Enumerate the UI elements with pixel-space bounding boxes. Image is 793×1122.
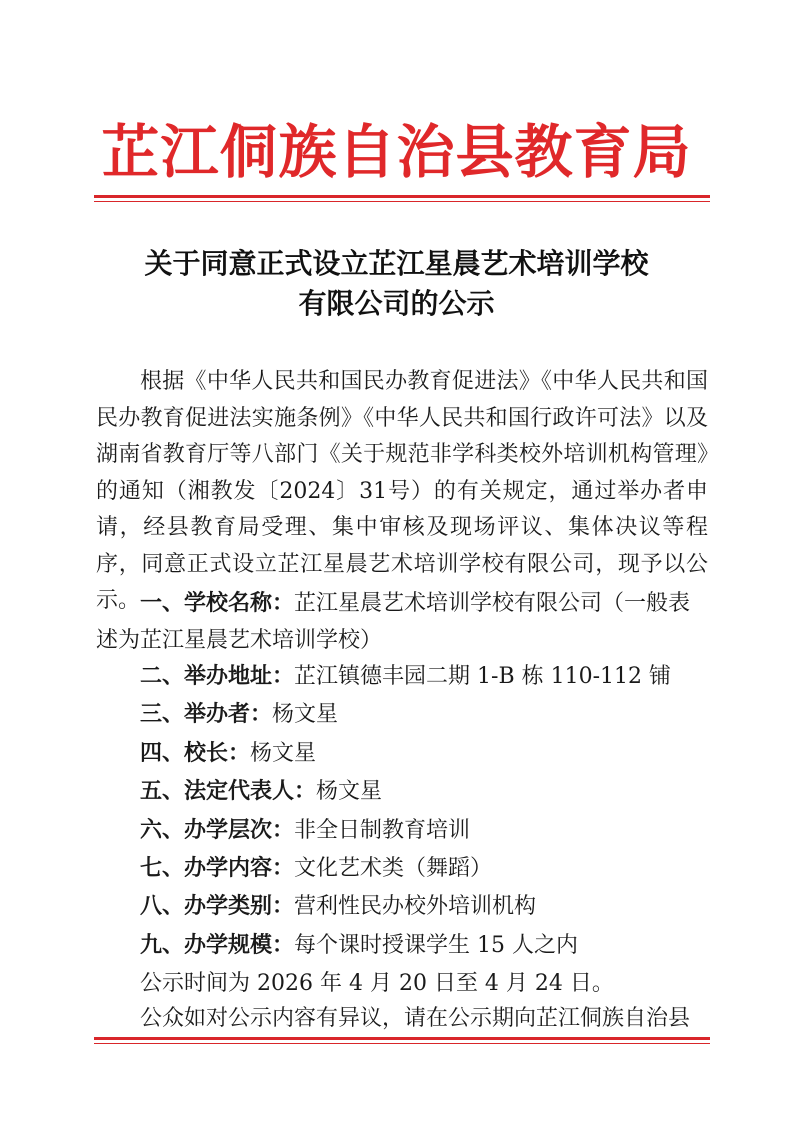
item-label: 七、办学内容： [140,856,295,881]
footer-red-rule-thin [94,1043,710,1044]
item-label: 四、校长： [140,741,251,766]
document-title-line2: 有限公司的公示 [298,287,495,320]
item-category [96,889,708,926]
item-label: 八、办学类别： [140,894,295,919]
item-principal [96,736,708,773]
footer-red-rule [94,1037,710,1040]
item-value: 芷江镇德丰园二期 1-B 栋 110-112 铺 [294,664,672,689]
item-label: 六、办学层次： [140,818,295,843]
item-label: 九、办学规模： [140,933,295,958]
item-value: 芷江星晨艺术培训学校有限公司（一般表述为芷江星晨艺术培训学校） [96,591,691,653]
intro-paragraph: 根据《中华人民共和国民办教育促进法》《中华人民共和国民办教育促进法实施条例》《中华人民共和国行政许可法》以及湖南省教育厅等八部门《关于规范非学科类校外培训机构管理》的通知（湘教发〔2024〕31号）的有关规定，通过举办者申请，经县教育局受理、集中审核及现场评议、集体决议等程序，同意正式设立芷江星晨艺术培训学校有限公司，现予以公示。 [96,369,708,613]
publicity-time: 公示时间为 2026 年 4 月 20 日至 4 月 24 日。 [140,971,614,996]
item-value: 杨文星 [272,702,339,727]
objection-notice: 公众如对公示内容有异议，请在公示期向芷江侗族自治县 [140,1006,691,1031]
masthead-red-rule [94,195,710,198]
item-level [96,813,708,850]
document-title-line1: 关于同意正式设立芷江星晨艺术培训学校 [144,247,649,280]
item-value: 每个课时授课学生 15 人之内 [294,933,578,958]
item-school-name [96,586,708,659]
item-scale [96,928,708,965]
item-content [96,851,708,888]
item-label: 五、法定代表人： [140,779,317,804]
item-value: 杨文星 [250,741,317,766]
item-label: 一、学校名称： [140,591,295,616]
masthead-title: 芷江侗族自治县教育局 [101,118,692,186]
item-legal-representative [96,774,708,811]
item-founder [96,697,708,734]
item-value: 非全日制教育培训 [294,818,471,843]
item-value: 文化艺术类（舞蹈） [294,856,493,881]
item-label: 二、举办地址： [140,664,295,689]
item-value: 杨文星 [316,779,383,804]
item-value: 营利性民办校外培训机构 [294,894,537,919]
item-label: 三、举办者： [140,702,273,727]
masthead-red-rule-thin [94,201,710,202]
item-address [96,659,708,696]
